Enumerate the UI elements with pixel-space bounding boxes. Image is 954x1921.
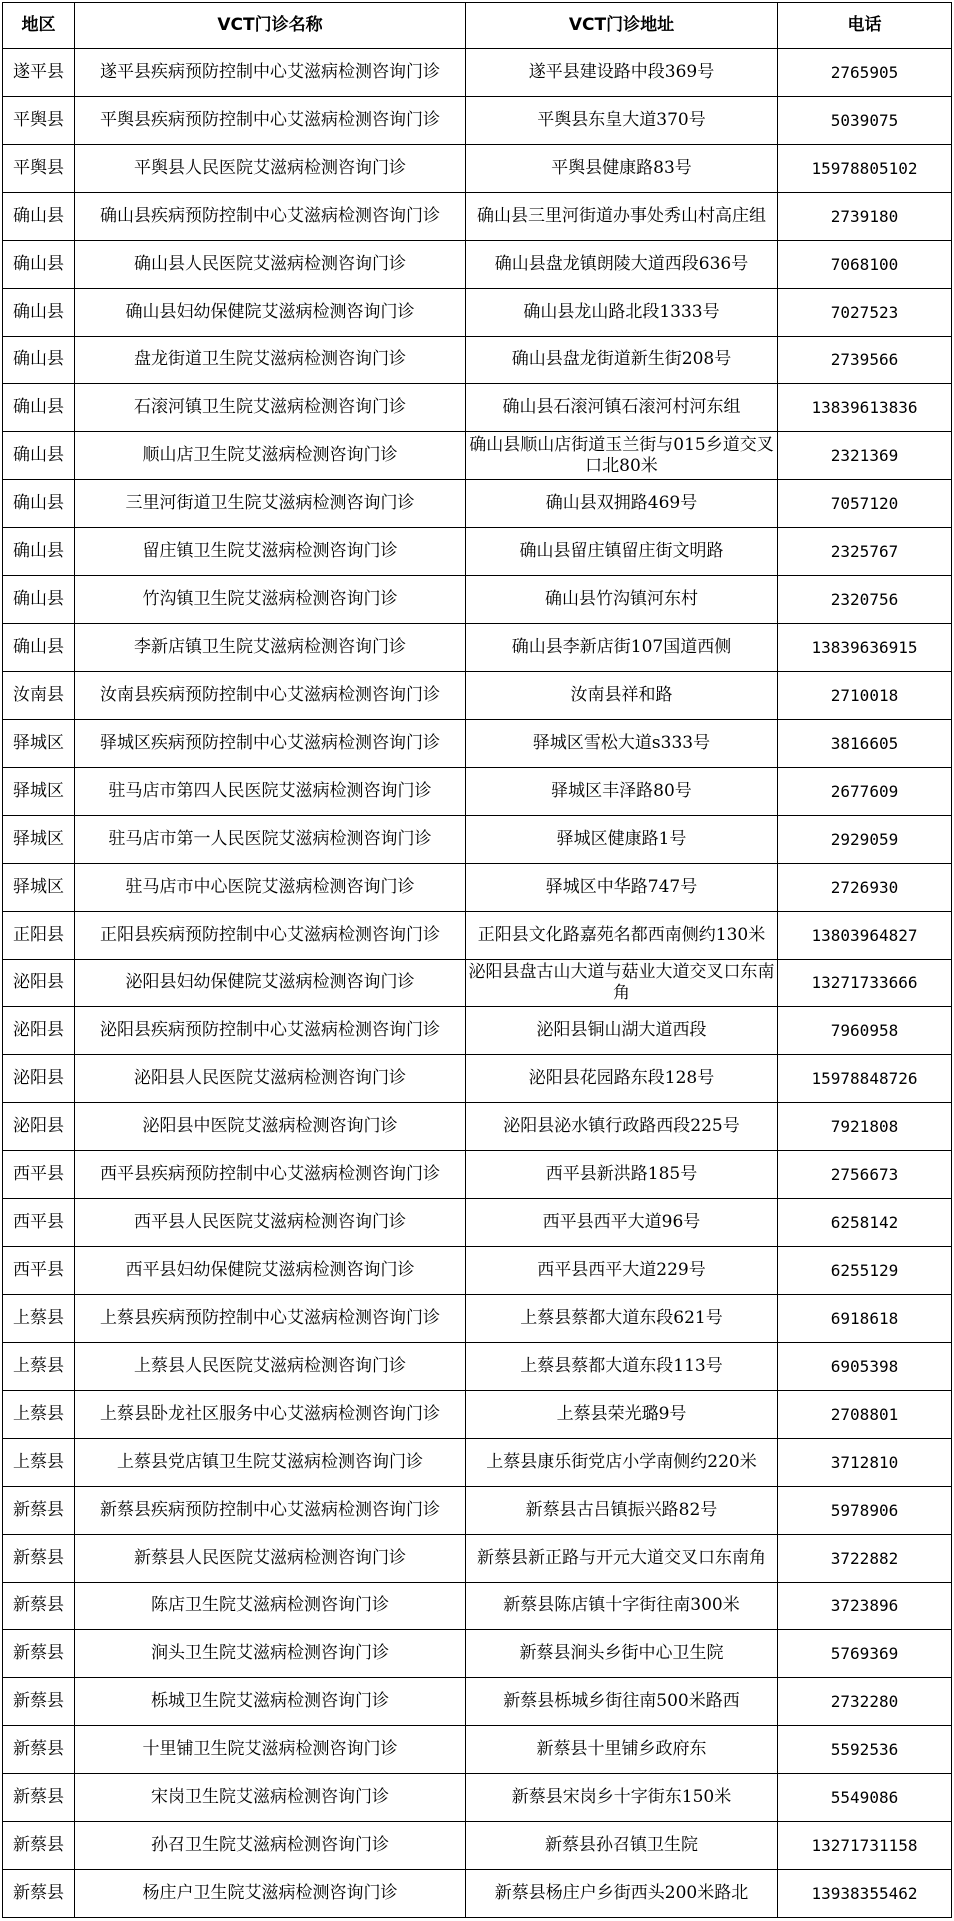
phone-cell: 15978848726 <box>778 1055 952 1103</box>
clinic-name-cell: 平舆县疾病预防控制中心艾滋病检测咨询门诊 <box>75 96 466 144</box>
table-body <box>3 49 952 1918</box>
clinic-address-cell: 正阳县文化路嘉苑名都西南侧约130米 <box>466 911 778 959</box>
clinic-name-cell: 三里河街道卫生院艾滋病检测咨询门诊 <box>75 480 466 528</box>
phone-cell: 2739180 <box>778 192 952 240</box>
phone-cell: 6258142 <box>778 1199 952 1247</box>
table-row <box>3 911 952 959</box>
clinic-name-cell: 泌阳县疾病预防控制中心艾滋病检测咨询门诊 <box>75 1007 466 1055</box>
clinic-name-cell: 栎城卫生院艾滋病检测咨询门诊 <box>75 1678 466 1726</box>
clinic-address-cell: 新蔡县宋岗乡十字街东150米 <box>466 1774 778 1822</box>
table-row <box>3 1151 952 1199</box>
clinic-name-cell: 留庄镇卫生院艾滋病检测咨询门诊 <box>75 528 466 576</box>
phone-cell: 13271731158 <box>778 1822 952 1870</box>
region-cell: 新蔡县 <box>3 1726 75 1774</box>
table-row <box>3 528 952 576</box>
phone-cell: 2756673 <box>778 1151 952 1199</box>
phone-cell: 7027523 <box>778 288 952 336</box>
table-row <box>3 1199 952 1247</box>
clinic-name-cell: 正阳县疾病预防控制中心艾滋病检测咨询门诊 <box>75 911 466 959</box>
header-phone: 电话 <box>778 3 952 49</box>
region-cell: 泌阳县 <box>3 1007 75 1055</box>
clinic-address-cell: 驿城区中华路747号 <box>466 863 778 911</box>
clinic-name-cell: 西平县人民医院艾滋病检测咨询门诊 <box>75 1199 466 1247</box>
phone-cell: 13839636915 <box>778 624 952 672</box>
clinic-name-cell: 西平县疾病预防控制中心艾滋病检测咨询门诊 <box>75 1151 466 1199</box>
region-cell: 确山县 <box>3 192 75 240</box>
clinic-address-cell: 西平县西平大道229号 <box>466 1247 778 1295</box>
phone-cell: 3723896 <box>778 1582 952 1630</box>
clinic-name-cell: 顺山店卫生院艾滋病检测咨询门诊 <box>75 432 466 480</box>
clinic-name-cell: 竹沟镇卫生院艾滋病检测咨询门诊 <box>75 576 466 624</box>
table-row <box>3 671 952 719</box>
region-cell: 西平县 <box>3 1247 75 1295</box>
region-cell: 平舆县 <box>3 96 75 144</box>
table-row <box>3 1630 952 1678</box>
clinic-address-cell: 驿城区雪松大道s333号 <box>466 719 778 767</box>
clinic-address-cell: 泌阳县铜山湖大道西段 <box>466 1007 778 1055</box>
region-cell: 汝南县 <box>3 671 75 719</box>
table-row <box>3 96 952 144</box>
clinic-address-cell: 上蔡县蔡都大道东段113号 <box>466 1342 778 1390</box>
clinic-address-cell: 新蔡县孙召镇卫生院 <box>466 1822 778 1870</box>
clinic-name-cell: 上蔡县党店镇卫生院艾滋病检测咨询门诊 <box>75 1438 466 1486</box>
table-row <box>3 1103 952 1151</box>
table-row <box>3 432 952 480</box>
header-row <box>3 3 952 49</box>
vct-clinic-table <box>2 2 952 1918</box>
phone-cell: 13271733666 <box>778 959 952 1007</box>
clinic-name-cell: 确山县疾病预防控制中心艾滋病检测咨询门诊 <box>75 192 466 240</box>
clinic-address-cell: 泌阳县盘古山大道与菇业大道交叉口东南角 <box>466 959 778 1007</box>
table-row <box>3 384 952 432</box>
clinic-name-cell: 盘龙街道卫生院艾滋病检测咨询门诊 <box>75 336 466 384</box>
phone-cell: 2325767 <box>778 528 952 576</box>
table-row <box>3 144 952 192</box>
table-row <box>3 1822 952 1870</box>
phone-cell: 6255129 <box>778 1247 952 1295</box>
table-row <box>3 288 952 336</box>
clinic-name-cell: 平舆县人民医院艾滋病检测咨询门诊 <box>75 144 466 192</box>
clinic-name-cell: 上蔡县卧龙社区服务中心艾滋病检测咨询门诊 <box>75 1390 466 1438</box>
clinic-address-cell: 确山县竹沟镇河东村 <box>466 576 778 624</box>
region-cell: 确山县 <box>3 336 75 384</box>
clinic-name-cell: 陈店卫生院艾滋病检测咨询门诊 <box>75 1582 466 1630</box>
table-row <box>3 1342 952 1390</box>
phone-cell: 7057120 <box>778 480 952 528</box>
clinic-name-cell: 石滚河镇卫生院艾滋病检测咨询门诊 <box>75 384 466 432</box>
clinic-address-cell: 泌阳县花园路东段128号 <box>466 1055 778 1103</box>
clinic-name-cell: 驻马店市第四人民医院艾滋病检测咨询门诊 <box>75 767 466 815</box>
clinic-name-cell: 涧头卫生院艾滋病检测咨询门诊 <box>75 1630 466 1678</box>
table-row <box>3 1870 952 1918</box>
region-cell: 新蔡县 <box>3 1678 75 1726</box>
region-cell: 新蔡县 <box>3 1630 75 1678</box>
clinic-address-cell: 驿城区丰泽路80号 <box>466 767 778 815</box>
table-row <box>3 624 952 672</box>
region-cell: 驿城区 <box>3 815 75 863</box>
phone-cell: 2732280 <box>778 1678 952 1726</box>
clinic-name-cell: 西平县妇幼保健院艾滋病检测咨询门诊 <box>75 1247 466 1295</box>
region-cell: 确山县 <box>3 480 75 528</box>
phone-cell: 2321369 <box>778 432 952 480</box>
table-row <box>3 480 952 528</box>
clinic-address-cell: 上蔡县康乐街党店小学南侧约220米 <box>466 1438 778 1486</box>
clinic-name-cell: 确山县妇幼保健院艾滋病检测咨询门诊 <box>75 288 466 336</box>
phone-cell: 6918618 <box>778 1294 952 1342</box>
clinic-name-cell: 驻马店市第一人民医院艾滋病检测咨询门诊 <box>75 815 466 863</box>
region-cell: 平舆县 <box>3 144 75 192</box>
phone-cell: 15978805102 <box>778 144 952 192</box>
clinic-name-cell: 驻马店市中心医院艾滋病检测咨询门诊 <box>75 863 466 911</box>
phone-cell: 13839613836 <box>778 384 952 432</box>
table-row <box>3 1007 952 1055</box>
clinic-address-cell: 确山县龙山路北段1333号 <box>466 288 778 336</box>
clinic-address-cell: 西平县新洪路185号 <box>466 1151 778 1199</box>
clinic-name-cell: 李新店镇卫生院艾滋病检测咨询门诊 <box>75 624 466 672</box>
clinic-address-cell: 上蔡县蔡都大道东段621号 <box>466 1294 778 1342</box>
clinic-address-cell: 新蔡县涧头乡街中心卫生院 <box>466 1630 778 1678</box>
phone-cell: 5592536 <box>778 1726 952 1774</box>
phone-cell: 2726930 <box>778 863 952 911</box>
region-cell: 上蔡县 <box>3 1294 75 1342</box>
clinic-name-cell: 泌阳县人民医院艾滋病检测咨询门诊 <box>75 1055 466 1103</box>
table-row <box>3 576 952 624</box>
region-cell: 泌阳县 <box>3 1103 75 1151</box>
region-cell: 西平县 <box>3 1151 75 1199</box>
phone-cell: 2320756 <box>778 576 952 624</box>
clinic-address-cell: 遂平县建设路中段369号 <box>466 49 778 97</box>
phone-cell: 5549086 <box>778 1774 952 1822</box>
clinic-name-cell: 新蔡县疾病预防控制中心艾滋病检测咨询门诊 <box>75 1486 466 1534</box>
clinic-address-cell: 汝南县祥和路 <box>466 671 778 719</box>
clinic-name-cell: 遂平县疾病预防控制中心艾滋病检测咨询门诊 <box>75 49 466 97</box>
clinic-address-cell: 新蔡县十里铺乡政府东 <box>466 1726 778 1774</box>
table-row <box>3 1774 952 1822</box>
phone-cell: 5769369 <box>778 1630 952 1678</box>
table-row <box>3 1534 952 1582</box>
table-row <box>3 1486 952 1534</box>
clinic-address-cell: 新蔡县栎城乡街往南500米路西 <box>466 1678 778 1726</box>
region-cell: 上蔡县 <box>3 1438 75 1486</box>
phone-cell: 6905398 <box>778 1342 952 1390</box>
region-cell: 新蔡县 <box>3 1774 75 1822</box>
clinic-name-cell: 十里铺卫生院艾滋病检测咨询门诊 <box>75 1726 466 1774</box>
clinic-address-cell: 确山县三里河街道办事处秀山村高庄组 <box>466 192 778 240</box>
phone-cell: 3816605 <box>778 719 952 767</box>
clinic-address-cell: 上蔡县荣光璐9号 <box>466 1390 778 1438</box>
phone-cell: 3712810 <box>778 1438 952 1486</box>
clinic-address-cell: 新蔡县古吕镇振兴路82号 <box>466 1486 778 1534</box>
region-cell: 西平县 <box>3 1199 75 1247</box>
region-cell: 泌阳县 <box>3 1055 75 1103</box>
table-row <box>3 240 952 288</box>
clinic-name-cell: 宋岗卫生院艾滋病检测咨询门诊 <box>75 1774 466 1822</box>
region-cell: 正阳县 <box>3 911 75 959</box>
clinic-address-cell: 平舆县健康路83号 <box>466 144 778 192</box>
region-cell: 遂平县 <box>3 49 75 97</box>
phone-cell: 2929059 <box>778 815 952 863</box>
clinic-address-cell: 确山县盘龙街道新生街208号 <box>466 336 778 384</box>
phone-cell: 2710018 <box>778 671 952 719</box>
region-cell: 驿城区 <box>3 863 75 911</box>
region-cell: 上蔡县 <box>3 1390 75 1438</box>
clinic-address-cell: 确山县留庄镇留庄街文明路 <box>466 528 778 576</box>
phone-cell: 5978906 <box>778 1486 952 1534</box>
phone-cell: 2708801 <box>778 1390 952 1438</box>
phone-cell: 5039075 <box>778 96 952 144</box>
table-row <box>3 1247 952 1295</box>
clinic-address-cell: 确山县石滚河镇石滚河村河东组 <box>466 384 778 432</box>
region-cell: 确山县 <box>3 624 75 672</box>
phone-cell: 2739566 <box>778 336 952 384</box>
region-cell: 泌阳县 <box>3 959 75 1007</box>
clinic-address-cell: 新蔡县新正路与开元大道交叉口东南角 <box>466 1534 778 1582</box>
table-row <box>3 719 952 767</box>
phone-cell: 7921808 <box>778 1103 952 1151</box>
region-cell: 新蔡县 <box>3 1870 75 1918</box>
clinic-name-cell: 杨庄户卫生院艾滋病检测咨询门诊 <box>75 1870 466 1918</box>
table-row <box>3 863 952 911</box>
phone-cell: 2765905 <box>778 49 952 97</box>
clinic-name-cell: 汝南县疾病预防控制中心艾滋病检测咨询门诊 <box>75 671 466 719</box>
clinic-address-cell: 西平县西平大道96号 <box>466 1199 778 1247</box>
phone-cell: 13938355462 <box>778 1870 952 1918</box>
region-cell: 确山县 <box>3 432 75 480</box>
region-cell: 确山县 <box>3 576 75 624</box>
region-cell: 新蔡县 <box>3 1534 75 1582</box>
table-row <box>3 1726 952 1774</box>
region-cell: 驿城区 <box>3 767 75 815</box>
region-cell: 新蔡县 <box>3 1822 75 1870</box>
clinic-name-cell: 上蔡县疾病预防控制中心艾滋病检测咨询门诊 <box>75 1294 466 1342</box>
clinic-name-cell: 孙召卫生院艾滋病检测咨询门诊 <box>75 1822 466 1870</box>
region-cell: 确山县 <box>3 240 75 288</box>
phone-cell: 2677609 <box>778 767 952 815</box>
clinic-address-cell: 驿城区健康路1号 <box>466 815 778 863</box>
clinic-address-cell: 确山县双拥路469号 <box>466 480 778 528</box>
region-cell: 确山县 <box>3 288 75 336</box>
table-row <box>3 1678 952 1726</box>
table-row <box>3 1582 952 1630</box>
region-cell: 上蔡县 <box>3 1342 75 1390</box>
phone-cell: 7068100 <box>778 240 952 288</box>
region-cell: 确山县 <box>3 384 75 432</box>
table-row <box>3 1438 952 1486</box>
table-row <box>3 959 952 1007</box>
clinic-name-cell: 泌阳县中医院艾滋病检测咨询门诊 <box>75 1103 466 1151</box>
table-row <box>3 1055 952 1103</box>
clinic-address-cell: 确山县李新店街107国道西侧 <box>466 624 778 672</box>
region-cell: 确山县 <box>3 528 75 576</box>
phone-cell: 3722882 <box>778 1534 952 1582</box>
clinic-address-cell: 新蔡县杨庄户乡街西头200米路北 <box>466 1870 778 1918</box>
header-clinic-name: VCT门诊名称 <box>75 3 466 49</box>
table-row <box>3 815 952 863</box>
clinic-address-cell: 泌阳县泌水镇行政路西段225号 <box>466 1103 778 1151</box>
header-region: 地区 <box>3 3 75 49</box>
phone-cell: 7960958 <box>778 1007 952 1055</box>
phone-cell: 13803964827 <box>778 911 952 959</box>
table-row <box>3 192 952 240</box>
region-cell: 新蔡县 <box>3 1582 75 1630</box>
table-row <box>3 1390 952 1438</box>
clinic-name-cell: 确山县人民医院艾滋病检测咨询门诊 <box>75 240 466 288</box>
table-row <box>3 49 952 97</box>
table-row <box>3 767 952 815</box>
header-clinic-address: VCT门诊地址 <box>466 3 778 49</box>
clinic-name-cell: 泌阳县妇幼保健院艾滋病检测咨询门诊 <box>75 959 466 1007</box>
clinic-address-cell: 新蔡县陈店镇十字街往南300米 <box>466 1582 778 1630</box>
region-cell: 驿城区 <box>3 719 75 767</box>
clinic-name-cell: 驿城区疾病预防控制中心艾滋病检测咨询门诊 <box>75 719 466 767</box>
clinic-address-cell: 确山县盘龙镇朗陵大道西段636号 <box>466 240 778 288</box>
region-cell: 新蔡县 <box>3 1486 75 1534</box>
table-row <box>3 336 952 384</box>
clinic-name-cell: 上蔡县人民医院艾滋病检测咨询门诊 <box>75 1342 466 1390</box>
clinic-address-cell: 确山县顺山店街道玉兰街与015乡道交叉口北80米 <box>466 432 778 480</box>
clinic-name-cell: 新蔡县人民医院艾滋病检测咨询门诊 <box>75 1534 466 1582</box>
table-row <box>3 1294 952 1342</box>
clinic-address-cell: 平舆县东皇大道370号 <box>466 96 778 144</box>
